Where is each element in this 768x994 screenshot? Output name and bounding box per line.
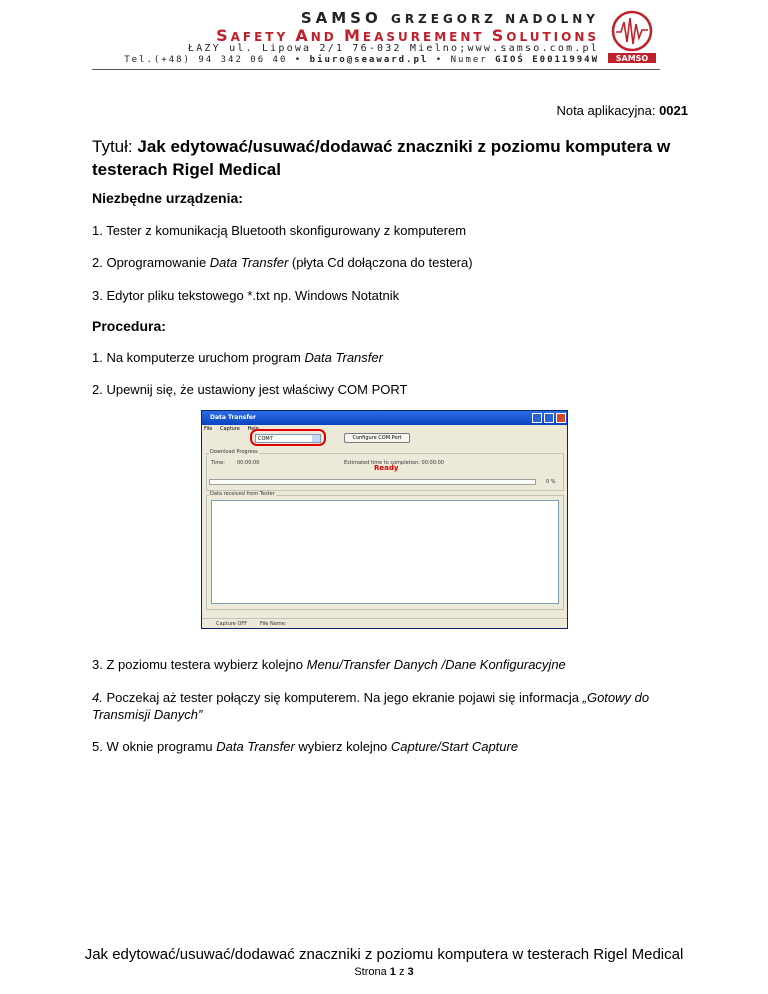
step-number: 4.: [92, 690, 103, 705]
tagline-cap: A: [295, 26, 311, 45]
company-name: SAMSO: [300, 9, 382, 27]
tagline-word: OLUTIONS: [506, 30, 599, 44]
requirement-item: [92, 255, 692, 270]
company-contact: [0, 55, 599, 65]
file-name-status: File Name:: [260, 621, 287, 627]
note-label: Nota aplikacyjna:: [556, 103, 660, 118]
window-title: Data Transfer: [210, 414, 256, 421]
tagline-word: EASUREMENT: [362, 30, 485, 44]
req-text: (płyta Cd dołączona do testera): [288, 255, 473, 270]
page-current: 1: [389, 966, 396, 978]
company-owner: GRZEGORZ NADOLNY: [390, 12, 599, 26]
time-value: 00:00:00: [237, 460, 260, 466]
download-progress-group: [206, 453, 564, 491]
ready-status: Ready: [374, 464, 399, 472]
procedure-heading: Procedura:: [92, 318, 166, 334]
company-address: ŁAZY ul. Lipowa 2/1 76-032 Mielno;www.samso.com.pl: [187, 43, 599, 54]
document-title: [92, 135, 692, 181]
req-text: 2. Oprogramowanie: [92, 255, 210, 270]
com-port-value: COM7: [258, 436, 273, 442]
step-text: Poczekaj aż tester połączy się komputerem. Na jego ekranie pojawi się informacja: [102, 690, 583, 705]
tagline-cap: S: [491, 26, 507, 45]
tagline-word: ND: [310, 30, 337, 44]
step-text: 5. W oknie programu: [92, 739, 217, 754]
req-italic: Data Transfer: [209, 255, 289, 270]
time-label: Time:: [211, 460, 225, 466]
step-italic: Capture/Start Capture: [390, 739, 519, 754]
capture-status: Capture OFF: [216, 621, 248, 627]
configure-com-button: Configure COM Port: [344, 433, 410, 443]
title-text: Jak edytować/usuwać/dodawać znaczniki z poziomu komputera w testerach Rigel Medical: [92, 137, 671, 179]
email-link[interactable]: biuro@seaward.pl: [309, 55, 429, 65]
samso-logo-icon: [606, 8, 658, 64]
requirement-item: 3. Edytor pliku tekstowego *.txt np. Windows Notatnik: [92, 288, 400, 303]
step-text: 1. Na komputerze uruchom program: [92, 350, 305, 365]
maximize-icon: [544, 413, 554, 423]
page-label: Strona: [354, 966, 390, 978]
download-group-label: Download Progress: [210, 449, 258, 455]
note-value: 0021: [659, 103, 688, 118]
tagline-cap: M: [343, 26, 363, 45]
phone: Tel.(+48) 94 342 06 40 •: [124, 55, 310, 65]
letterhead: [0, 0, 768, 70]
procedure-step-4: [92, 689, 672, 723]
page-of: z: [395, 966, 408, 978]
step-italic: Data Transfer: [216, 739, 295, 754]
title-prefix: Tytuł:: [92, 137, 138, 156]
estimated-time: Estimated time to completion: 00:00:00: [344, 460, 444, 466]
tagline-word: AFETY: [230, 30, 289, 44]
note-number: [556, 103, 688, 118]
step-text: 3. Z poziomu testera wybierz kolejno: [92, 657, 307, 672]
page-number: [0, 966, 768, 978]
procedure-step-1: [92, 350, 692, 365]
status-bar: [202, 618, 567, 629]
window-titlebar: [202, 411, 567, 425]
step-italic: Data Transfer: [304, 350, 383, 365]
close-icon: [556, 413, 566, 423]
step-text: wybierz kolejno: [294, 739, 391, 754]
minimize-icon: [532, 413, 542, 423]
menu-file: File: [204, 426, 213, 432]
logo-text: SAMSO: [615, 54, 649, 64]
progress-percent: 0 %: [546, 479, 556, 485]
menu-help: Help: [247, 426, 259, 432]
step-italic: Menu/Transfer Danych /Dane Konfiguracyjne: [306, 657, 566, 672]
data-group-label: Data received from Tester: [210, 491, 275, 497]
procedure-step-5: [92, 739, 692, 754]
tagline-cap: S: [216, 26, 231, 45]
footer-title: Jak edytować/usuwać/dodawać znaczniki z poziomu komputera w testerach Rigel Medical: [84, 946, 684, 963]
requirement-item: 1. Tester z komunikacją Bluetooth skonfigurowany z komputerem: [92, 223, 467, 238]
company-line: [0, 9, 599, 27]
menu-capture: Capture: [219, 426, 240, 432]
procedure-step-3: [92, 657, 692, 672]
progress-bar: [209, 479, 536, 485]
procedure-step-2: 2. Upewnij się, że ustawiony jest właściwy COM PORT: [92, 382, 408, 397]
contact-separator: • Numer: [428, 55, 496, 65]
page-total: 3: [407, 966, 414, 978]
red-highlight-circle: [250, 429, 326, 446]
requirements-heading: Niezbędne urządzenia:: [92, 190, 243, 206]
gios-number: GIOŚ E0011994W: [495, 55, 599, 65]
step-italic: „Gotowy do Transmisji Danych”: [92, 690, 650, 722]
received-data-area: [211, 500, 559, 604]
data-transfer-screenshot: [201, 410, 568, 629]
header-divider: [92, 69, 660, 70]
